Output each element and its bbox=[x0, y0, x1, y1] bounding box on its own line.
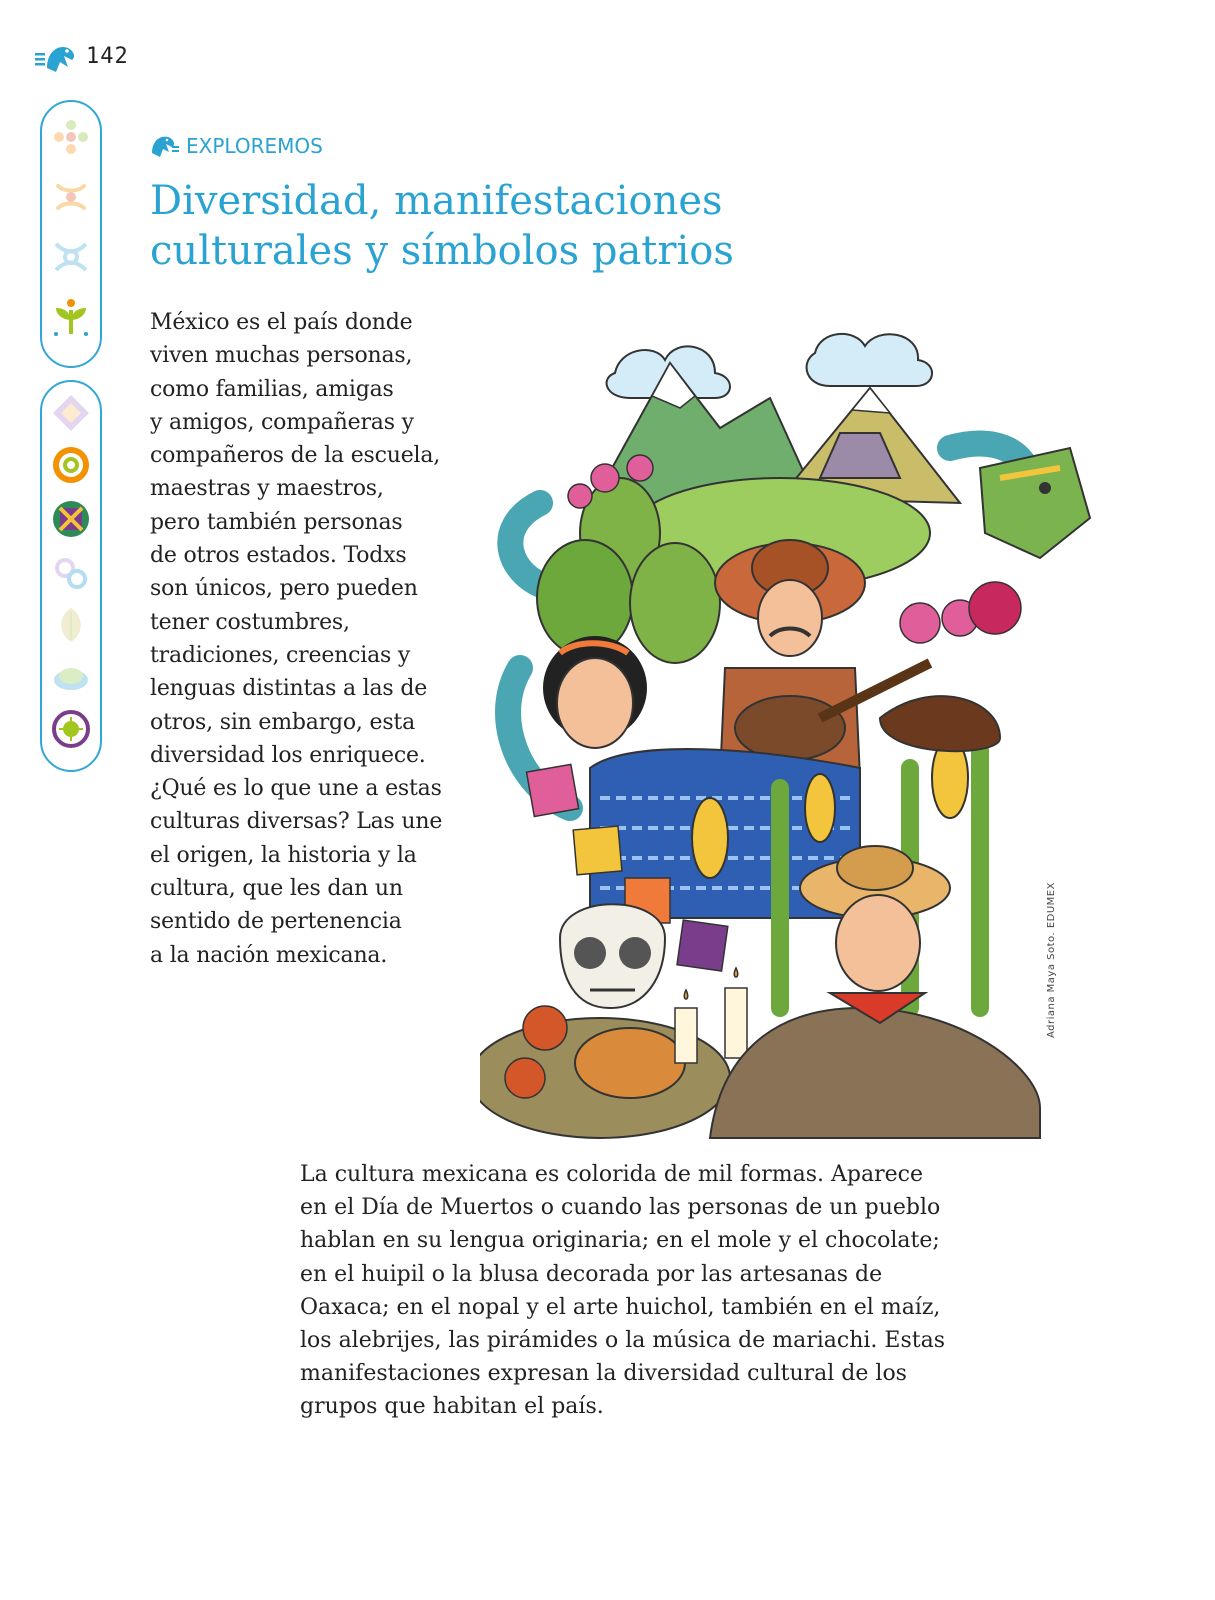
intro-line: maestras y maestros, bbox=[150, 476, 384, 502]
intro-line: culturas diversas? Las une bbox=[150, 809, 443, 835]
intro-line: como familias, amigas bbox=[150, 376, 394, 402]
intro-line: lenguas distintas a las de bbox=[150, 676, 428, 702]
sidebar-capsule-bottom bbox=[40, 380, 102, 772]
intro-line: compañeros de la escuela, bbox=[150, 443, 441, 469]
section-label-text: EXPLOREMOS bbox=[186, 134, 323, 158]
intro-line: y amigos, compañeras y bbox=[150, 409, 414, 435]
intro-line: tradiciones, creencias y bbox=[150, 642, 411, 668]
faded-turtle-icon bbox=[50, 656, 92, 698]
section-label bbox=[150, 133, 323, 159]
intro-line: viven muchas personas, bbox=[150, 343, 413, 369]
page-title bbox=[150, 176, 910, 276]
intro-line: a la nación mexicana. bbox=[150, 942, 388, 968]
intro-line: cultura, que les dan un bbox=[150, 876, 403, 902]
faded-leaf-icon bbox=[50, 604, 92, 646]
bird-icon bbox=[150, 133, 180, 159]
faded-diamond-icon bbox=[50, 392, 92, 434]
intro-line: ¿Qué es lo que une a estas bbox=[150, 776, 442, 802]
sun-circle-icon bbox=[50, 708, 92, 750]
title-line-2: culturales y símbolos patrios bbox=[150, 228, 734, 274]
faded-knot-icon bbox=[50, 236, 92, 278]
faded-loop-icon bbox=[50, 552, 92, 594]
mariachi bbox=[715, 540, 930, 778]
body-line: La cultura mexicana es colorida de mil formas. Aparece bbox=[300, 1162, 923, 1187]
intro-line: México es el país donde bbox=[150, 310, 413, 335]
sugar-skull bbox=[560, 904, 665, 1008]
serpent-head bbox=[980, 448, 1090, 558]
intro-line: tener costumbres, bbox=[150, 609, 350, 635]
body-line: en el huipil o la blusa decorada por las artesanas de bbox=[300, 1261, 883, 1287]
body-line: Oaxaca; en el nopal y el arte huichol, también en el maíz, bbox=[300, 1294, 941, 1320]
intro-line: sentido de pertenencia bbox=[150, 909, 402, 935]
intro-line: el origen, la historia y la bbox=[150, 842, 417, 868]
intro-line: diversidad los enriquece. bbox=[150, 742, 426, 768]
body-line: hablan en su lengua originaria; en el mole y el chocolate; bbox=[300, 1228, 940, 1254]
sprout-icon bbox=[50, 296, 92, 338]
spiral-bird-icon bbox=[34, 40, 78, 76]
body-line: grupos que habitan el país. bbox=[300, 1394, 604, 1420]
spiral-icon bbox=[50, 444, 92, 486]
faded-sun-icon bbox=[50, 176, 92, 218]
roses bbox=[900, 582, 1021, 643]
woman bbox=[543, 636, 647, 748]
culture-illustration bbox=[480, 318, 1100, 1148]
illustration-credit: Adriana Maya Soto. EDUMEX bbox=[1046, 882, 1057, 1038]
body-line: en el Día de Muertos o cuando las personas de un pueblo bbox=[300, 1195, 941, 1221]
intro-line: de otros estados. Todxs bbox=[150, 543, 407, 569]
sidebar-capsule-top bbox=[40, 100, 102, 368]
title-line-1: Diversidad, manifestaciones bbox=[150, 178, 723, 224]
intro-line: pero también personas bbox=[150, 509, 403, 535]
intro-paragraph bbox=[150, 306, 495, 972]
body-line: los alebrijes, las pirámides o la música de mariachi. Estas bbox=[300, 1328, 945, 1354]
faded-flower-icon bbox=[50, 116, 92, 158]
intro-line: son únicos, pero pueden bbox=[150, 576, 418, 602]
cross-square-icon bbox=[50, 498, 92, 540]
intro-line: otros, sin embargo, esta bbox=[150, 709, 415, 735]
page-number: 142 bbox=[86, 44, 129, 69]
body-paragraph bbox=[300, 1158, 1060, 1424]
body-line: manifestaciones expresan la diversidad cultural de los bbox=[300, 1361, 907, 1387]
